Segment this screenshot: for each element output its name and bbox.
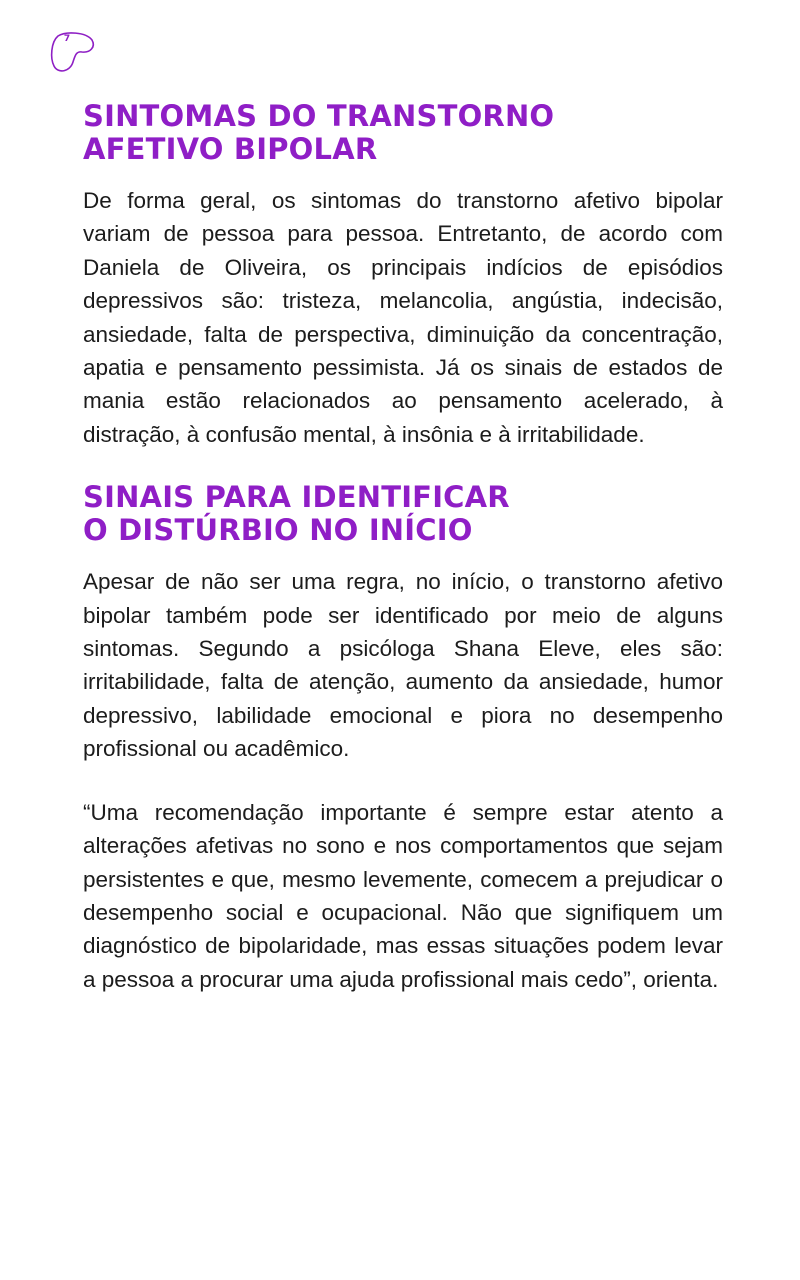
heading-line: SINTOMAS DO TRANSTORNO [83,99,555,133]
quote-paragraph: “Uma recomendação importante é sempre estar atento a alterações afetivas no sono e nos comportamentos que sejam persistentes e que, mesmo levemente, comecem a prejudicar o desempenho social e ocupacional. Não que signifiquem um diagnóstico de bipolaridade, mas essas situações podem levar a pessoa a procurar uma ajuda profissional mais cedo”, orienta. [83,799,723,992]
paragraph: De forma geral, os sintomas do transtorno afetivo bipolar variam de pessoa para pessoa. Entretanto, de acordo com Daniela de Oliveira, os principais indícios de episódios depressivos são: tristeza, melancolia, angústia, indecisão, ansiedade, falta de perspectiva, diminuição da concentração, apatia e pensamento pessimista. Já os sinais de estados de mania estão relacionados ao pensamento acelerado, à distração, à confusão mental, à insônia e à irritabilidade. [83,188,723,447]
section-early-signs [83,481,723,996]
page-number: 7 [63,34,71,44]
section-symptoms [83,100,723,451]
article-body [83,100,723,1026]
heading-line: SINAIS PARA IDENTIFICAR [83,480,510,515]
heading-line: O DISTÚRBIO NO INÍCIO [83,513,473,548]
section-heading [83,100,723,166]
section-heading [83,481,723,547]
paragraph: Apesar de não ser uma regra, no início, o transtorno afetivo bipolar também pode ser identificado por meio de alguns sintomas. Segundo a psicóloga Shana Eleve, eles são: irritabilidade, falta de atenção, aumento da ansiedade, humor depressivo, labilidade emocional e piora no desempenho profissional ou acadêmico. [83,569,723,762]
heading-line: AFETIVO BIPOLAR [83,132,378,166]
